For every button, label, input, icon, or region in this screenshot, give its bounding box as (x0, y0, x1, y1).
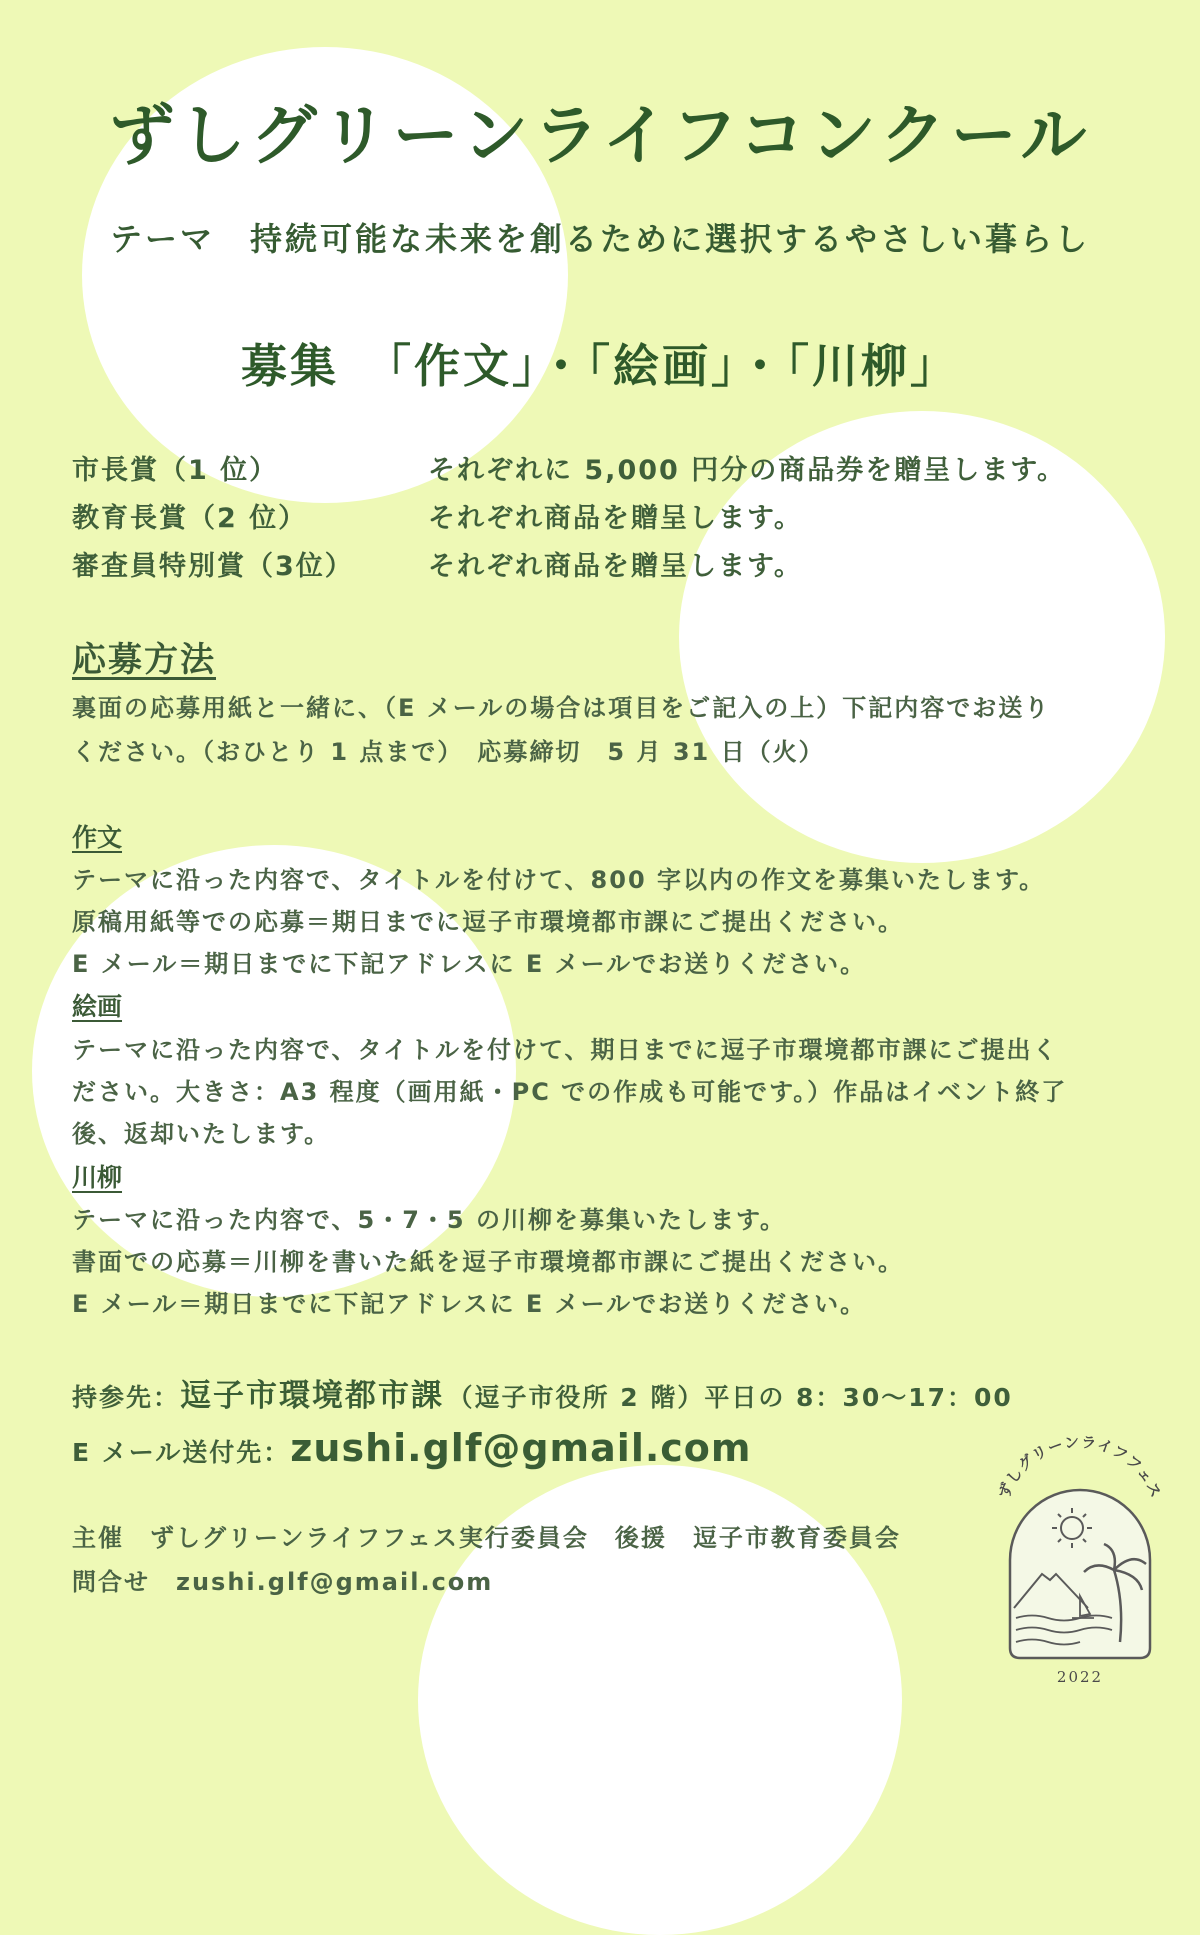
prize-row (72, 496, 803, 535)
essay-text: E メール＝期日までに下記アドレスに E メールでお送りください。 (72, 950, 867, 978)
email-address[interactable]: zushi.glf@gmail.com (290, 1426, 752, 1470)
bring-location (72, 1370, 1013, 1415)
bring-detail: （逗子市役所 2 階）平日の 8：30～17：00 (460, 1383, 1013, 1412)
painting-text: ださい。大きさ：A3 程度（画用紙・PC での作成も可能です。）作品はイベント終了 (72, 1078, 1068, 1106)
painting-text: テーマに沿った内容で、タイトルを付けて、期日までに逗子市環境都市課にご提出く (72, 1036, 1059, 1064)
essay-heading: 作文 (72, 823, 123, 852)
prize-desc: それぞれ商品を贈呈します。 (428, 551, 803, 582)
senryu-text: E メール＝期日までに下記アドレスに E メールでお送りください。 (72, 1290, 867, 1318)
prize-desc: それぞれ商品を贈呈します。 (428, 503, 803, 534)
page-title: ずしグリーンライフコンクール (108, 97, 1092, 174)
prize-name: 審査員特別賞（3位） (72, 551, 354, 582)
prize-desc: それぞれに 5,000 円分の商品券を贈呈します。 (428, 455, 1067, 486)
prize-row (72, 448, 1066, 487)
recruit-line: 募集 「作文」・「絵画」・「川柳」 (241, 339, 959, 393)
theme-line: テーマ 持続可能な未来を創るために選択するやさしい暮らし (109, 220, 1090, 258)
painting-heading: 絵画 (72, 992, 123, 1021)
prize-row (72, 544, 803, 583)
logo-year: 2022 (1056, 1668, 1104, 1686)
prize-name: 教育長賞（2 位） (72, 503, 308, 534)
bring-place: 逗子市環境都市課 (180, 1378, 445, 1414)
bring-label: 持参先： (72, 1383, 181, 1412)
festival-logo (992, 1432, 1168, 1688)
organizer-line: 主催 ずしグリーンライフフェス実行委員会 後援 逗子市教育委員会 (72, 1524, 901, 1552)
method-heading: 応募方法 (72, 640, 216, 680)
essay-text: 原稿用紙等での応募＝期日までに逗子市環境都市課にご提出ください。 (72, 908, 904, 936)
senryu-text: 書面での応募＝川柳を書いた紙を逗子市環境都市課にご提出ください。 (72, 1248, 904, 1276)
painting-text: 後、返却いたします。 (72, 1120, 331, 1148)
logo-arc-text: ずしグリーンライフフェス (994, 1432, 1166, 1502)
contact-line: 問合せ zushi.glf@gmail.com (72, 1568, 494, 1596)
email-label: E メール送付先： (72, 1438, 291, 1467)
prize-name: 市長賞（1 位） (72, 455, 279, 486)
senryu-text: テーマに沿った内容で、5・7・5 の川柳を募集いたします。 (72, 1206, 787, 1234)
method-text: 裏面の応募用紙と一緒に、（E メールの場合は項目をご記入の上）下記内容でお送り (72, 694, 1051, 722)
method-text: ください。（おひとり 1 点まで） 応募締切 5 月 31 日（火） (72, 738, 825, 766)
senryu-heading: 川柳 (72, 1163, 123, 1192)
essay-text: テーマに沿った内容で、タイトルを付けて、800 字以内の作文を募集いたします。 (72, 866, 1046, 894)
email-destination (72, 1426, 752, 1470)
